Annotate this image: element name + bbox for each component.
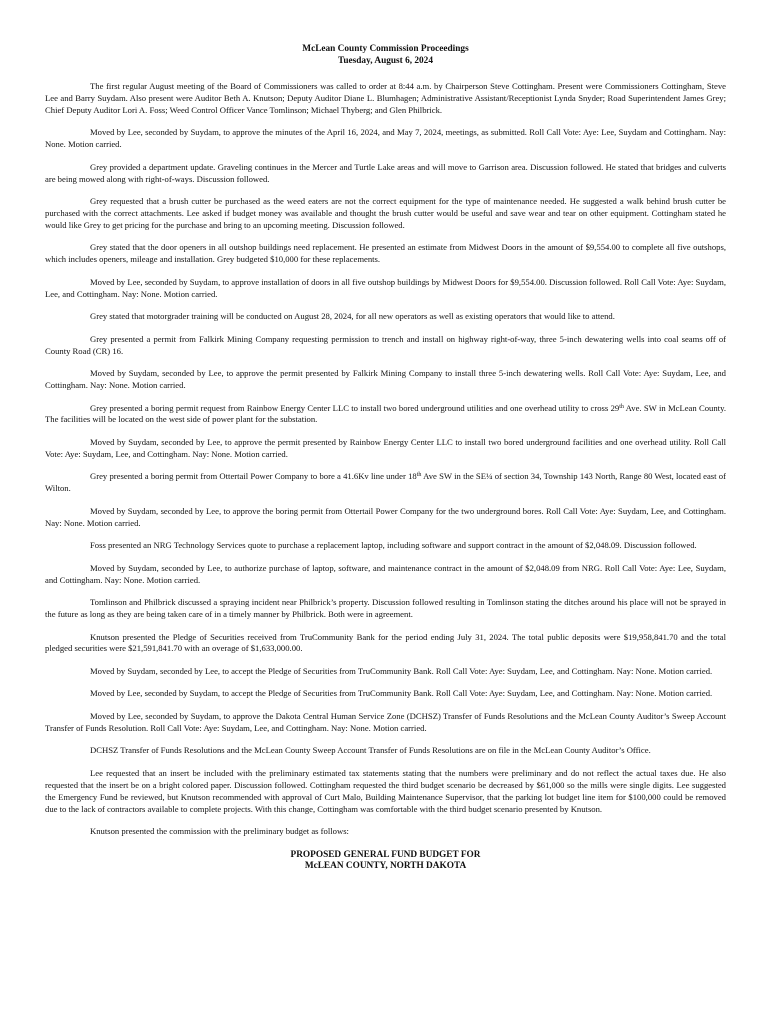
paragraph: Moved by Suydam, seconded by Lee, to approve the boring permit from Ottertail Power Company for the two underground bores. Roll Call Vote: Aye: Suydam, Lee, and Cottingham. Nay: None. Motion carried. (45, 505, 726, 528)
document-page (45, 44, 726, 873)
paragraph: Moved by Lee, seconded by Suydam, to approve the minutes of the April 16, 2024, and May 7, 2024, meetings, as submitted. Roll Call Vote: Aye: Lee, Suydam and Cottingham. Nay: None. Motion carried. (45, 127, 726, 150)
paragraph: The first regular August meeting of the Board of Commissioners was called to order at 8:44 a.m. by Chairperson Steve Cottingham. Present were Commissioners Cottingham, Steve Lee and Barry Suydam. Also present were Auditor Beth A. Knutson; Deputy Auditor Diane L. Blumhagen; Administrative Assistant/Receptionist Lynda Snyder; Road Superintendent James Grey; Chief Deputy Auditor Lori A. Foss; Weed Control Officer Vance Tomlinson; Michael Thyberg; and Glen Philbrick. (45, 81, 726, 115)
budget-heading-line-2: McLEAN COUNTY, NORTH DAKOTA (304, 861, 467, 872)
paragraph: Moved by Lee, seconded by Suydam, to approve installation of doors in all five outshop buildings by Midwest Doors for $9,554.00. Discussion followed. Roll Call Vote: Aye: Suydam, Lee, and Cottingham. Nay: None. Motion carried. (45, 276, 726, 299)
paragraph: Grey presented a permit from Falkirk Mining Company requesting permission to trench and install on highway right-of-way, three 5-inch dewatering wells into coal seams off of County Road (CR) 16. (45, 333, 726, 356)
paragraph: Moved by Suydam, seconded by Lee, to accept the Pledge of Securities from TruCommunity Bank. Roll Call Vote: Aye: Suydam, Lee, and Cottingham. Nay: None. Motion carried. (90, 665, 713, 676)
document-header (45, 44, 726, 67)
paragraph: Grey presented a boring permit from Ottertail Power Company to bore a 41.6Kv line under 18th Ave SW in the SE¼ of section 34, Township 143 North, Range 80 West, located east of Wilton. (45, 471, 726, 494)
paragraph: Tomlinson and Philbrick discussed a spraying incident near Philbrick’s property. Discussion followed resulting in Tomlinson stating the ditches around his place will not be sprayed in the future as long as they are being taken care of in a timely manner by Philbrick. Both were in agreement. (45, 597, 726, 619)
paragraph: Moved by Lee, seconded by Suydam, to approve the Dakota Central Human Service Zone (DCHSZ) Transfer of Funds Resolutions and the McLean County Auditor’s Sweep Account Transfer of Funds Resolution. Roll Call Vote: Aye: Suydam, Lee, and Cottingham. Nay: None. Motion carried. (45, 710, 726, 733)
paragraph: Moved by Lee, seconded by Suydam, to accept the Pledge of Securities from TruCommunity Bank. Roll Call Vote: Aye: Suydam, Lee, and Cottingham. Nay: None. Motion carried. (90, 688, 713, 699)
paragraph: Foss presented an NRG Technology Services quote to purchase a replacement laptop, including software and support contract in the amount of $2,048.09. Discussion followed. (90, 540, 697, 551)
paragraph: Grey stated that the door openers in all outshop buildings need replacement. He presented an estimate from Midwest Doors in the amount of $9,554.00 to complete all five outshops, which includes openers, mileage and installation. Grey budgeted $10,000 for these replacements. (45, 242, 726, 265)
document-date: Tuesday, August 6, 2024 (338, 55, 433, 66)
budget-heading-line-1: PROPOSED GENERAL FUND BUDGET FOR (290, 849, 481, 860)
paragraph: Grey stated that motorgrader training will be conducted on August 28, 2024, for all new operators as well as existing operators that would like to attend. (90, 311, 615, 322)
paragraph: DCHSZ Transfer of Funds Resolutions and the McLean County Sweep Account Transfer of Funds Resolutions are on file in the McLean County Auditor’s Office. (90, 745, 651, 756)
paragraph: Grey requested that a brush cutter be purchased as the weed eaters are not the correct equipment for the type of maintenance needed. He suggested a walk behind brush cutter be purchased with the correct attachments. Lee asked if budget money was available and thought the brush cutter would be useful and save wear and tear on other equipment. Cottingham stated he would like Grey to get pricing for the purchase and bring to an upcoming meeting. Discussion followed. (45, 196, 726, 230)
budget-heading (45, 850, 726, 873)
paragraph: Knutson presented the Pledge of Securities received from TruCommunity Bank for the period ending July 31, 2024. The total public deposits were $19,958,841.70 and the total pledged securities were $21,591,841.70 with an overage of $1,633,000.00. (45, 631, 726, 654)
paragraph: Lee requested that an insert be included with the preliminary estimated tax statements stating that the numbers were preliminary and do not reflect the actual taxes due. He also requested that the insert be on a bright colored paper. Discussion followed. Cottingham requested the third budget scenario be decreased by $61,000 so the mills were single digits. Lee suggested the Emergency Fund be reviewed, but Knutson recommended with approval of Curt Malo, Building Maintenance Supervisor, that the parking lot budget line item for $100,000 could be removed due to the lack of contractors available to complete projects. With this change, Cottingham was comfortable with the third budget scenario presented by Knutson. (45, 767, 726, 814)
paragraph: Moved by Suydam, seconded by Lee, to authorize purchase of laptop, software, and maintenance contract in the amount of $2,048.09 from NRG. Roll Call Vote: Aye: Lee, Suydam, and Cottingham. Nay: None. Motion carried. (45, 562, 726, 585)
paragraph: Moved by Suydam, seconded by Lee, to approve the permit presented by Rainbow Energy Center LLC to install two bored underground facilities and one overhead utility. Roll Call Vote: Aye: Suydam, Lee, and Cottingham. Nay: None. Motion carried. (45, 436, 726, 459)
paragraph: Grey presented a boring permit request from Rainbow Energy Center LLC to install two bored underground utilities and one overhead utility to cross 29th Ave. SW in McLean County. The facilities will be located on the west side of power plant for the substation. (45, 402, 726, 425)
paragraph: Knutson presented the commission with the preliminary budget as follows: (90, 826, 349, 837)
document-body (45, 81, 726, 838)
paragraph: Moved by Suydam, seconded by Lee, to approve the permit presented by Falkirk Mining Company to install three 5-inch dewatering wells. Roll Call Vote: Aye: Suydam, Lee, and Cottingham. Nay: None. Motion carried. (45, 368, 726, 391)
paragraph: Grey provided a department update. Graveling continues in the Mercer and Turtle Lake areas and will move to Garrison area. Discussion followed. He stated that bridges and culverts are being mowed along with right-of-ways. Discussion followed. (45, 161, 726, 184)
document-title: McLean County Commission Proceedings (302, 44, 469, 54)
